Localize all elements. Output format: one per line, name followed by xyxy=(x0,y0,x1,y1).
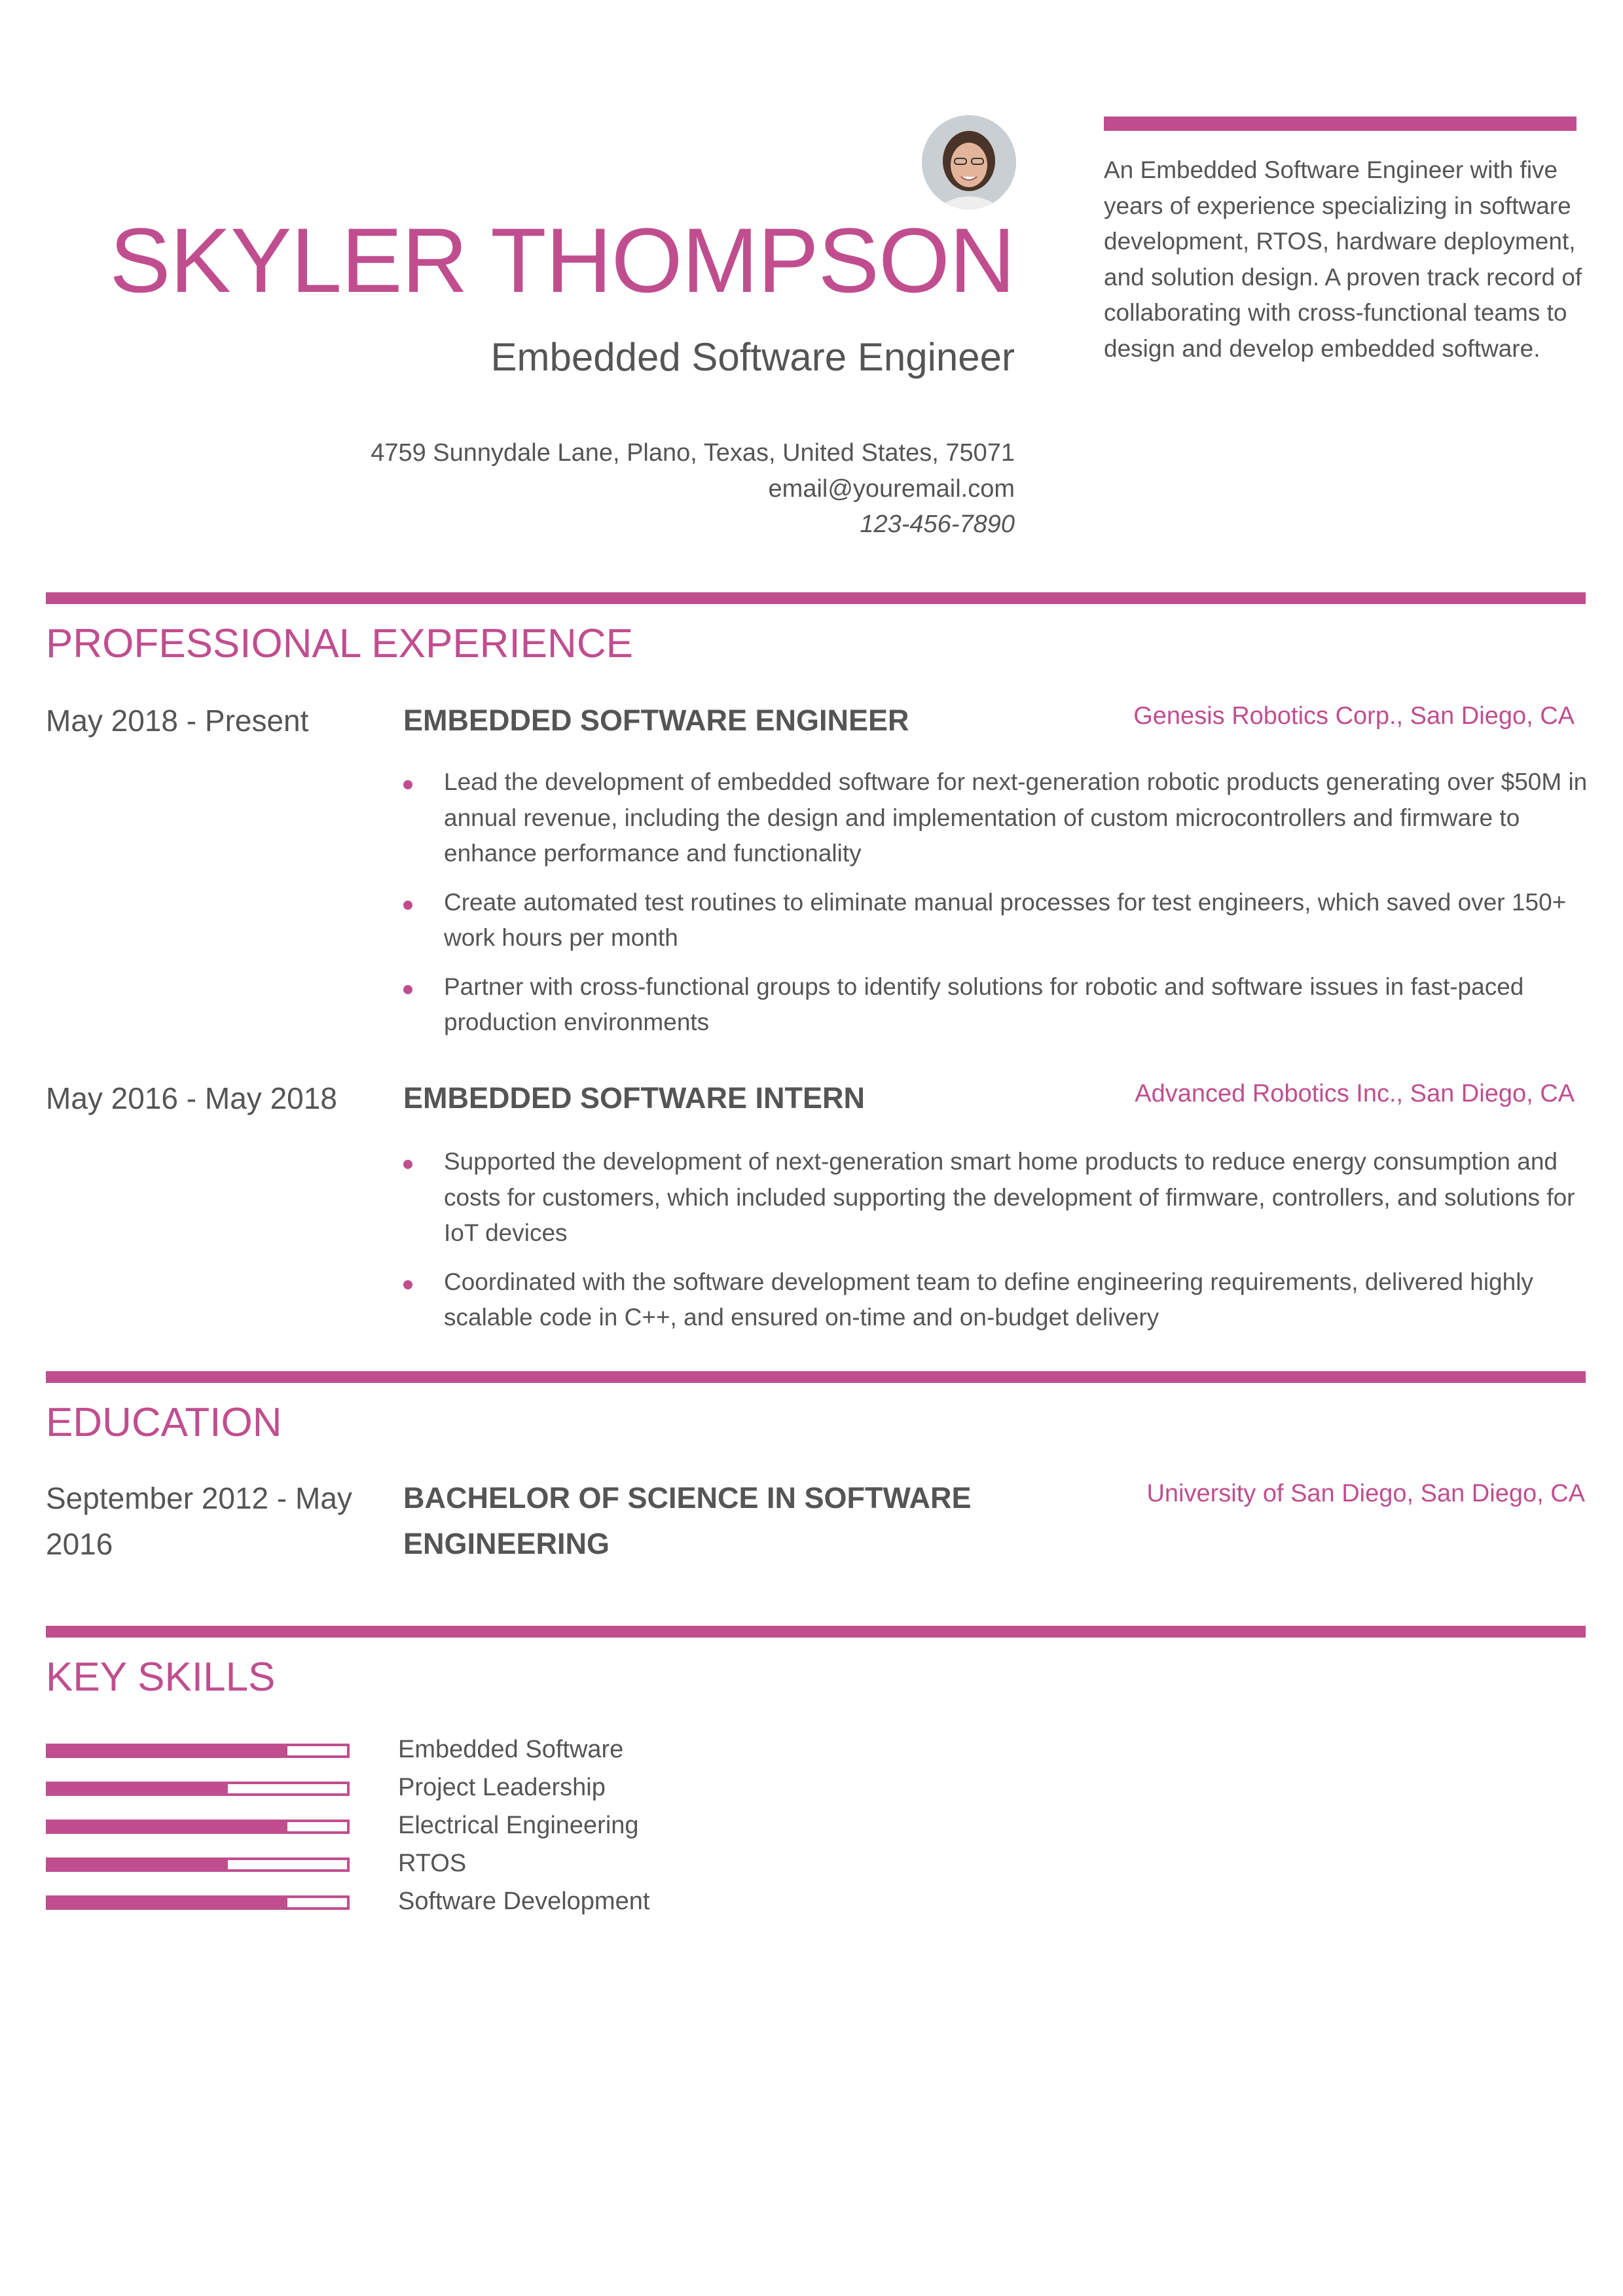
skill-label: Project Leadership xyxy=(398,1774,606,1801)
education-school: University of San Diego, San Diego, CA xyxy=(1146,1480,1585,1507)
skill-level-fill xyxy=(48,1898,287,1907)
job-bullets xyxy=(403,1144,1588,1349)
contact-phone: 123-456-7890 xyxy=(860,511,1015,538)
skill-row xyxy=(46,1848,766,1886)
list-item: Create automated test routines to eliminate manual processes for test engineers, which saved over 150+ work hours per month xyxy=(403,885,1588,956)
job-role: EMBEDDED SOFTWARE INTERN xyxy=(403,1081,866,1115)
bullet-icon xyxy=(403,1280,412,1289)
skill-level-bar xyxy=(46,1857,350,1872)
summary-divider xyxy=(1104,117,1577,131)
bullet-icon xyxy=(403,901,412,910)
job-dates: May 2016 - May 2018 xyxy=(46,1081,337,1115)
profile-summary: An Embedded Software Engineer with five years of experience specializing in software development, RTOS, hardware deployment, and solution design. A proven track record of collaborating with cross-functional teams to design and develop embedded software. xyxy=(1104,156,1582,362)
list-item: Partner with cross-functional groups to identify solutions for robotic and software issues in fast-paced production environments xyxy=(403,969,1588,1041)
skill-level-fill xyxy=(48,1822,287,1831)
skill-level-bar xyxy=(46,1820,350,1834)
skill-level-fill xyxy=(48,1784,228,1793)
bullet-icon xyxy=(403,1160,412,1169)
skill-row xyxy=(46,1772,766,1810)
section-title-skills: KEY SKILLS xyxy=(46,1655,276,1700)
section-title-education: EDUCATION xyxy=(46,1400,282,1445)
profile-photo-icon xyxy=(922,115,1016,209)
job-company: Genesis Robotics Corp., San Diego, CA xyxy=(1133,702,1575,730)
education-dates: September 2012 - May 2016 xyxy=(46,1481,352,1561)
list-item: Supported the development of next-generation smart home products to reduce energy consumption and costs for customers, which included supporting the development of firmware, controllers, and solutions for IoT devices xyxy=(403,1144,1588,1251)
skill-label: Embedded Software xyxy=(398,1736,624,1763)
job-dates: May 2018 - Present xyxy=(46,704,309,738)
skill-row xyxy=(46,1734,766,1772)
section-divider xyxy=(46,1626,1586,1638)
job-title: Embedded Software Engineer xyxy=(490,335,1015,379)
contact-email[interactable]: email@youremail.com xyxy=(768,475,1015,503)
skill-level-bar xyxy=(46,1895,350,1910)
contact-address: 4759 Sunnydale Lane, Plano, Texas, United States, 75071 xyxy=(371,439,1015,467)
bullet-icon xyxy=(403,985,412,994)
section-divider xyxy=(46,592,1586,604)
job-bullets xyxy=(403,764,1588,1054)
candidate-name: SKYLER THOMPSON xyxy=(109,209,1015,312)
list-item: Lead the development of embedded software for next-generation robotic products generating over $50M in annual revenue, including the design and implementation of custom microcontrollers and firmware to enhance performance and functionality xyxy=(403,764,1588,872)
education-degree: BACHELOR OF SCIENCE IN SOFTWARE ENGINEERING xyxy=(403,1481,972,1560)
skill-row xyxy=(46,1810,766,1848)
job-role: EMBEDDED SOFTWARE ENGINEER xyxy=(403,704,909,737)
skill-level-fill xyxy=(48,1746,287,1755)
section-divider xyxy=(46,1371,1586,1383)
skill-row xyxy=(46,1886,766,1924)
job-company: Advanced Robotics Inc., San Diego, CA xyxy=(1135,1080,1575,1107)
bullet-icon xyxy=(403,780,412,789)
section-title-experience: PROFESSIONAL EXPERIENCE xyxy=(46,621,633,666)
skill-label: Software Development xyxy=(398,1888,650,1915)
skill-level-fill xyxy=(48,1860,228,1869)
skill-level-bar xyxy=(46,1744,350,1758)
list-item: Coordinated with the software development team to define engineering requirements, delivered highly scalable code in C++, and ensured on-time and on-budget delivery xyxy=(403,1265,1588,1336)
skill-level-bar xyxy=(46,1782,350,1796)
skill-label: RTOS xyxy=(398,1850,467,1877)
profile-photo xyxy=(922,115,1016,209)
skill-label: Electrical Engineering xyxy=(398,1812,639,1839)
